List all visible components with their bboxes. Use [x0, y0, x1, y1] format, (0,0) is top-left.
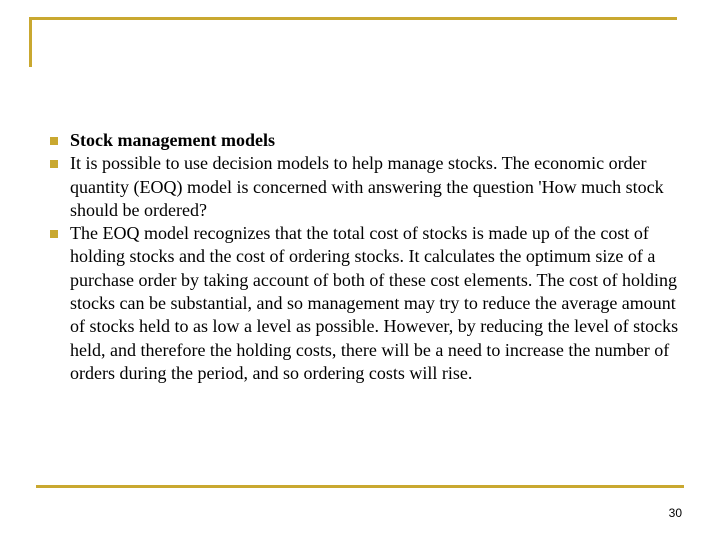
square-bullet-icon — [50, 230, 58, 238]
bullet-item-heading — [50, 129, 690, 152]
bullet-item-eoq-costs — [50, 222, 690, 385]
page-number: 30 — [668, 506, 682, 520]
square-bullet-icon — [50, 160, 58, 168]
bullet-eoq-costs-text: The EOQ model recognizes that the total cost of stocks is made up of the cost of holding stocks and the cost of ordering stocks. It calculates the optimum size of a purchase order by taking account of both of these cost elements. The cost of holding stocks can be substantial, and so management may try to reduce the average amount of stocks held to as low a level as possible. However, by reducing the level of stocks held, and therefore the holding costs, there will be a need to increase the number of orders during the period, and so ordering costs will rise. — [70, 223, 679, 383]
slide-content — [50, 129, 690, 385]
top-border-line — [29, 17, 677, 20]
bullet-heading-text: Stock management models — [70, 130, 275, 150]
bullet-item-eoq-intro — [50, 152, 690, 222]
square-bullet-icon — [50, 137, 58, 145]
bullet-eoq-intro-text: It is possible to use decision models to help manage stocks. The economic order quantity (EOQ) model is concerned with answering the question 'How much stock should be ordered? — [70, 153, 664, 220]
bottom-border-line — [36, 485, 684, 488]
left-border-line — [29, 17, 32, 67]
